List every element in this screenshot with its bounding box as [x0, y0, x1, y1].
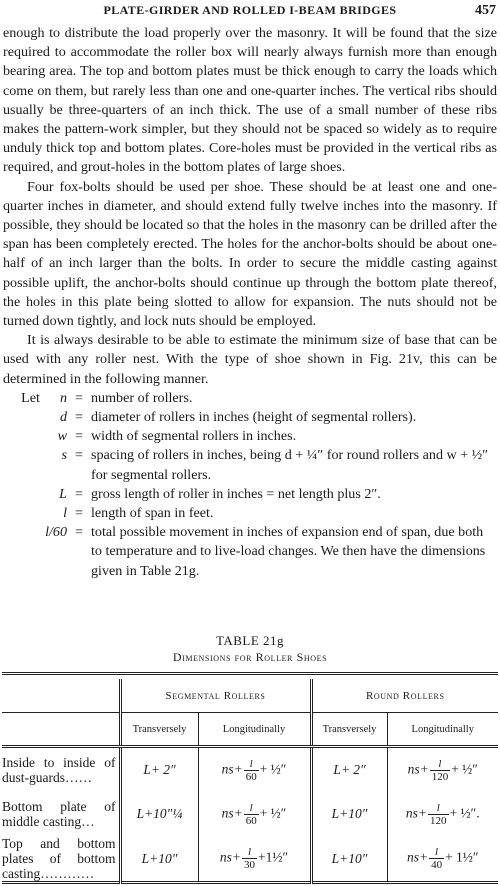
seg-transversely-value: L+ 2″ [120, 747, 198, 793]
table-title: Dimensions for Roller Shoes [172, 650, 328, 664]
seg-longitudinally-formula: ns+ $\frac{l}{60}$ + ½″ [198, 747, 311, 793]
definition-s [3, 446, 497, 484]
definition-symbol: s [61, 447, 67, 464]
let-word: Let [21, 389, 40, 406]
equals-sign: = [75, 428, 83, 445]
round-transversely-value: L+10″ [311, 836, 387, 883]
equals-sign: = [75, 485, 83, 502]
subheader-round-transversely: Transversely [311, 713, 387, 747]
definition-symbol: w [57, 428, 67, 445]
definition-d [3, 408, 497, 427]
table-number: TABLE 21g [215, 633, 285, 648]
table-row [2, 792, 498, 836]
seg-longitudinally-formula: ns+ $\frac{l}{30}$ +1½″ [198, 836, 311, 883]
page-header [0, 3, 500, 21]
roller-shoe-table [2, 672, 498, 886]
subheader-seg-transversely: Transversely [120, 713, 198, 747]
definition-w [3, 427, 497, 446]
definition-text: number of rollers. [91, 389, 193, 406]
paragraph-3: It is always desirable to be able to estimate the minimum size of base that can be used with any roller nest. With the type of shoe shown in Fig. 21v, this can be determined in the following manner. [3, 332, 497, 387]
equals-sign: = [75, 505, 83, 522]
definition-symbol: d [59, 409, 67, 426]
paragraph-2: Four fox-bolts should be used per shoe. These should be at least one and one-quarter inches in diameter, and should extend fully twelve inches into the masonry. If possible, they should be located so that the holes in the masonry can be drilled after the span has been completely erected. The holes for the anchor-bolts should be about one-half of an inch larger than the bolts. In order to secure the middle casting against possible uplift, the anchor-bolts should continue up through the bottom plate thereof, the holes in this plate being slotted to allow for expansion. The nuts should not be turned down tightly, and lock nuts should be employed. [3, 178, 497, 330]
definition-symbol: l/60 [45, 524, 67, 541]
subheader-seg-longitudinally: Longitudinally [198, 713, 311, 747]
round-transversely-value: L+10″ [311, 792, 387, 836]
table-caption [0, 633, 500, 665]
subheader-round-longitudinally: Longitudinally [387, 713, 498, 747]
group-header-segmental: Segmental Rollers [120, 679, 311, 713]
round-longitudinally-formula: ns+ $\frac{l}{120}$ + ½″ [387, 747, 498, 793]
row-label: Inside to inside of dust-guards…… [2, 755, 116, 785]
equals-sign: = [75, 524, 83, 541]
definition-symbol: l [63, 505, 67, 522]
row-label: Top and bottom plates of bottom casting………… [2, 836, 116, 881]
seg-transversely-value: L+10″¼ [120, 792, 198, 836]
definition-text: diameter of rollers in inches (height of segmental rollers). [91, 409, 417, 426]
let-and-symbol [3, 389, 67, 408]
seg-transversely-value: L+10″ [120, 836, 198, 883]
equals-sign: = [75, 447, 83, 464]
round-transversely-value: L+ 2″ [311, 747, 387, 793]
definition-symbol: L [59, 485, 67, 502]
round-longitudinally-formula: ns+ $\frac{l}{120}$ + ½″. [387, 792, 498, 836]
running-title: PLATE-GIRDER AND ROLLED I-BEAM BRIDGES [103, 3, 397, 17]
paragraph-1: enough to distribute the load properly over the masonry. It will be found that the size required to accommodate the roller box will nearly always furnish more than enough bearing area. The top and bottom plates must be thick enough to carry the loads which come on them, but rarely less than one and one-quarter inches. The vertical ribs should usually be three-quarters of an inch thick. The use of a small number of these ribs makes the pattern-work simpler, but they should not be spaced so widely as to require unduly thick top and bottom plates. Core-holes must be provided in the vertical ribs as required, and grout-holes in the bottom plates of large shoes. [3, 25, 497, 176]
body-text [3, 24, 497, 581]
definition-n [3, 389, 497, 408]
equals-sign: = [75, 389, 83, 406]
definition-list [3, 389, 497, 581]
table-row [2, 747, 498, 793]
table-row [2, 836, 498, 883]
seg-longitudinally-formula: ns+ $\frac{l}{60}$ + ½″ [198, 792, 311, 836]
round-longitudinally-formula: ns+ $\frac{l}{40}$ + 1½″ [387, 836, 498, 883]
row-label: Bottom plate of middle casting… [2, 799, 116, 829]
definition-text: length of span in feet. [91, 505, 214, 522]
definition-l [3, 504, 497, 523]
definition-text: total possible movement in inches of expansion end of span, due both to temperature and to live-load changes. We then have the dimensions given in Table 21g. [91, 524, 486, 579]
stub-subheader [2, 713, 120, 747]
group-header-round: Round Rollers [311, 679, 498, 713]
definition-text: width of segmental rollers in inches. [91, 428, 297, 445]
definition-text: gross length of roller in inches = net length plus 2″. [91, 485, 381, 502]
definition-L [3, 485, 497, 504]
equals-sign: = [75, 409, 83, 426]
definition-text: spacing of rollers in inches, being d + ¼″ for round rollers and w + ½″ for segmental rollers. [91, 447, 489, 483]
page-number: 457 [475, 3, 496, 18]
stub-header [2, 679, 120, 713]
definition-symbol: n [59, 389, 67, 406]
definition-l-60 [3, 523, 497, 581]
